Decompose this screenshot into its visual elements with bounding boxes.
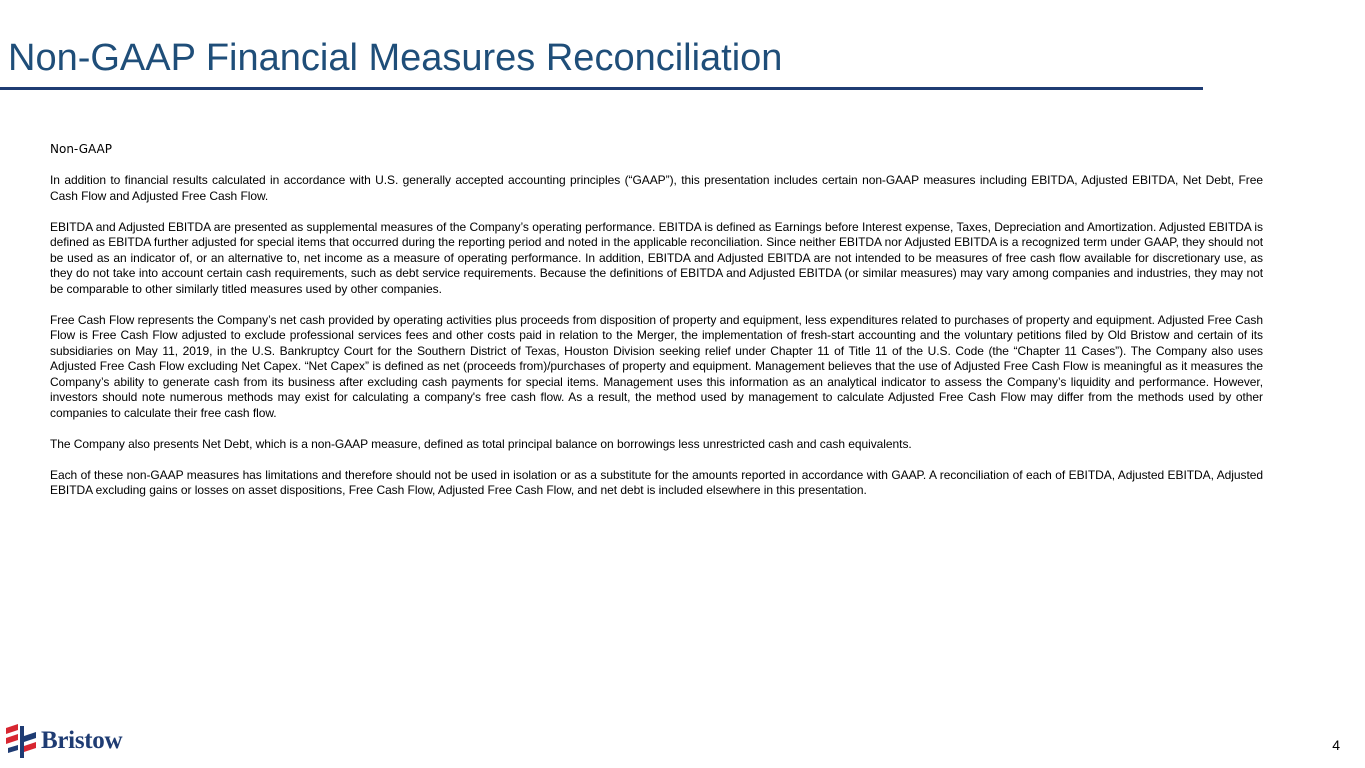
page-number: 4 — [1332, 737, 1340, 753]
logo-wordmark: Bristow — [41, 727, 123, 754]
title-divider — [0, 87, 1203, 90]
bristow-logo — [4, 722, 122, 760]
section-heading: Non-GAAP — [50, 142, 112, 156]
paragraph-limitations: Each of these non-GAAP measures has limitations and therefore should not be used in isolation or as a substitute for the amounts reported in accordance with GAAP. A reconciliation of each of EBITDA, Adjusted EBITDA, Adjusted EBITDA excluding gains or losses on asset dispositions, Free Cash Flow, Adjusted Free Cash Flow, and net debt is included elsewhere in this presentation. — [50, 467, 1263, 497]
paragraph-free-cash-flow: Free Cash Flow represents the Company’s net cash provided by operating activities plus proceeds from disposition of property and equipment, less expenditures related to purchases of property and equipment. Adjusted Free Cash Flow is Free Cash Flow adjusted to exclude professional services fees and other costs paid in relation to the Merger, the implementation of fresh-start accounting and the voluntary petitions filed by Old Bristow and certain of its subsidiaries on May 11, 2019, in the U.S. Bankruptcy Court for the Southern District of Texas, Houston Division seeking relief under Chapter 11 of Title 11 of the U.S. Code (the “Chapter 11 Cases”). The Company also uses Adjusted Free Cash Flow excluding Net Capex. “Net Capex” is defined as net (proceeds from)/purchases of property and equipment. Management believes that the use of Adjusted Free Cash Flow is meaningful as it measures the Company’s ability to generate cash from its business after excluding cash payments for special items. Management uses this information as an analytical indicator to assess the Company’s liquidity and performance. However, investors should note numerous methods may exist for calculating a company's free cash flow. As a result, the method used by management to calculate Adjusted Free Cash Flow may differ from the methods used by other companies to calculate their free cash flow. — [50, 312, 1263, 420]
bristow-logo-icon — [4, 722, 38, 760]
paragraph-ebitda: EBITDA and Adjusted EBITDA are presented as supplemental measures of the Company’s operating performance. EBITDA is defined as Earnings before Interest expense, Taxes, Depreciation and Amortization. Adjusted EBITDA is defined as EBITDA further adjusted for special items that occurred during the reporting period and noted in the applicable reconciliation. Since neither EBITDA nor Adjusted EBITDA is a recognized term under GAAP, they should not be used as an indicator of, or an alternative to, net income as a measure of operating performance. In addition, EBITDA and Adjusted EBITDA are not intended to be measures of free cash flow available for discretionary use, as they do not take into account certain cash requirements, such as debt service requirements. Because the definitions of EBITDA and Adjusted EBITDA (or similar measures) may vary among companies and industries, they may not be comparable to other similarly titled measures used by other companies. — [50, 219, 1263, 296]
page-title: Non-GAAP Financial Measures Reconciliation — [8, 37, 783, 79]
body-content — [50, 142, 1263, 514]
paragraph-gaap-intro: In addition to financial results calculated in accordance with U.S. generally accepted accounting principles (“GAAP”), this presentation includes certain non-GAAP measures including EBITDA, Adjusted EBITDA, Net Debt, Free Cash Flow and Adjusted Free Cash Flow. — [50, 173, 1263, 203]
paragraph-net-debt: The Company also presents Net Debt, which is a non-GAAP measure, defined as total principal balance on borrowings less unrestricted cash and cash equivalents. — [50, 436, 912, 451]
